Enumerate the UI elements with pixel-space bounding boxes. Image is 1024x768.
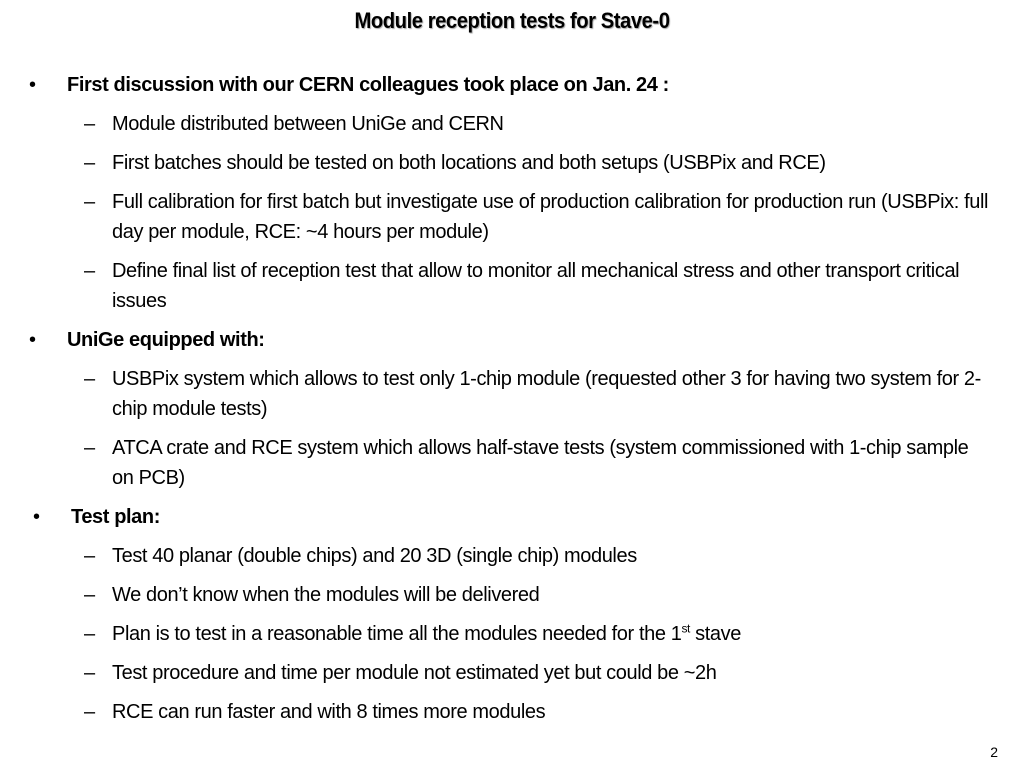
bullet-heading: First discussion with our CERN colleagues took place on Jan. 24 : xyxy=(67,74,669,96)
sub-item xyxy=(0,580,1024,610)
sub-item-text: Define final list of reception test that allow to monitor all mechanical stress and other transport critical issues xyxy=(112,260,960,312)
sub-item xyxy=(0,697,1024,727)
sub-item-text: First batches should be tested on both locations and both setups (USBPix and RCE) xyxy=(112,152,826,174)
sub-item-main-text: Plan is to test in a reasonable time all the modules needed for the 1 xyxy=(112,623,682,645)
dash: – xyxy=(84,191,95,213)
sub-item xyxy=(0,187,1024,247)
dash: – xyxy=(84,368,95,390)
sub-item-text: Full calibration for first batch but investigate use of production calibration for production run (USBPix: full day per module, RCE: ~4 hours per module) xyxy=(112,191,989,243)
sub-item-text-with-superscript xyxy=(112,619,992,649)
sub-item xyxy=(0,109,1024,139)
sub-item-text: USBPix system which allows to test only 1-chip module (requested other 3 for having two system for 2-chip module tests) xyxy=(112,368,981,420)
dash: – xyxy=(84,152,95,174)
dash: – xyxy=(84,545,95,567)
dash: – xyxy=(84,113,95,135)
bullet-dot: • xyxy=(29,329,36,351)
sub-item-text: RCE can run faster and with 8 times more modules xyxy=(112,701,546,723)
sub-item xyxy=(0,364,1024,424)
dash: – xyxy=(84,623,95,645)
sub-item xyxy=(0,148,1024,178)
sub-item-text: Test 40 planar (double chips) and 20 3D (single chip) modules xyxy=(112,545,637,567)
dash: – xyxy=(84,584,95,606)
bullet-heading: UniGe equipped with: xyxy=(67,329,265,351)
sub-item-text: We don’t know when the modules will be delivered xyxy=(112,584,540,606)
bullet-test-plan xyxy=(0,502,1024,532)
sub-item xyxy=(0,658,1024,688)
sub-item-text: Module distributed between UniGe and CERN xyxy=(112,113,504,135)
bullet-first-discussion xyxy=(0,70,1024,100)
bullet-dot: • xyxy=(33,506,40,528)
sub-item-trailing-text: stave xyxy=(689,623,741,645)
bullet-heading: Test plan: xyxy=(71,506,160,528)
sub-item-text: Test procedure and time per module not estimated yet but could be ~2h xyxy=(112,662,717,684)
dash: – xyxy=(84,701,95,723)
slide-content xyxy=(0,70,1024,736)
bullet-unige-equipped xyxy=(0,325,1024,355)
sub-item-text: ATCA crate and RCE system which allows half-stave tests (system commissioned with 1-chip sample on PCB) xyxy=(112,437,969,489)
page-number: 2 xyxy=(990,744,998,760)
sub-item xyxy=(0,619,1024,649)
sub-item xyxy=(0,433,1024,493)
ordinal-superscript: st xyxy=(681,621,690,636)
slide-title: Module reception tests for Stave-0 xyxy=(354,8,670,33)
bullet-dot: • xyxy=(29,74,36,96)
dash: – xyxy=(84,662,95,684)
dash: – xyxy=(84,437,95,459)
dash: – xyxy=(84,260,95,282)
sub-item xyxy=(0,256,1024,316)
sub-item xyxy=(0,541,1024,571)
